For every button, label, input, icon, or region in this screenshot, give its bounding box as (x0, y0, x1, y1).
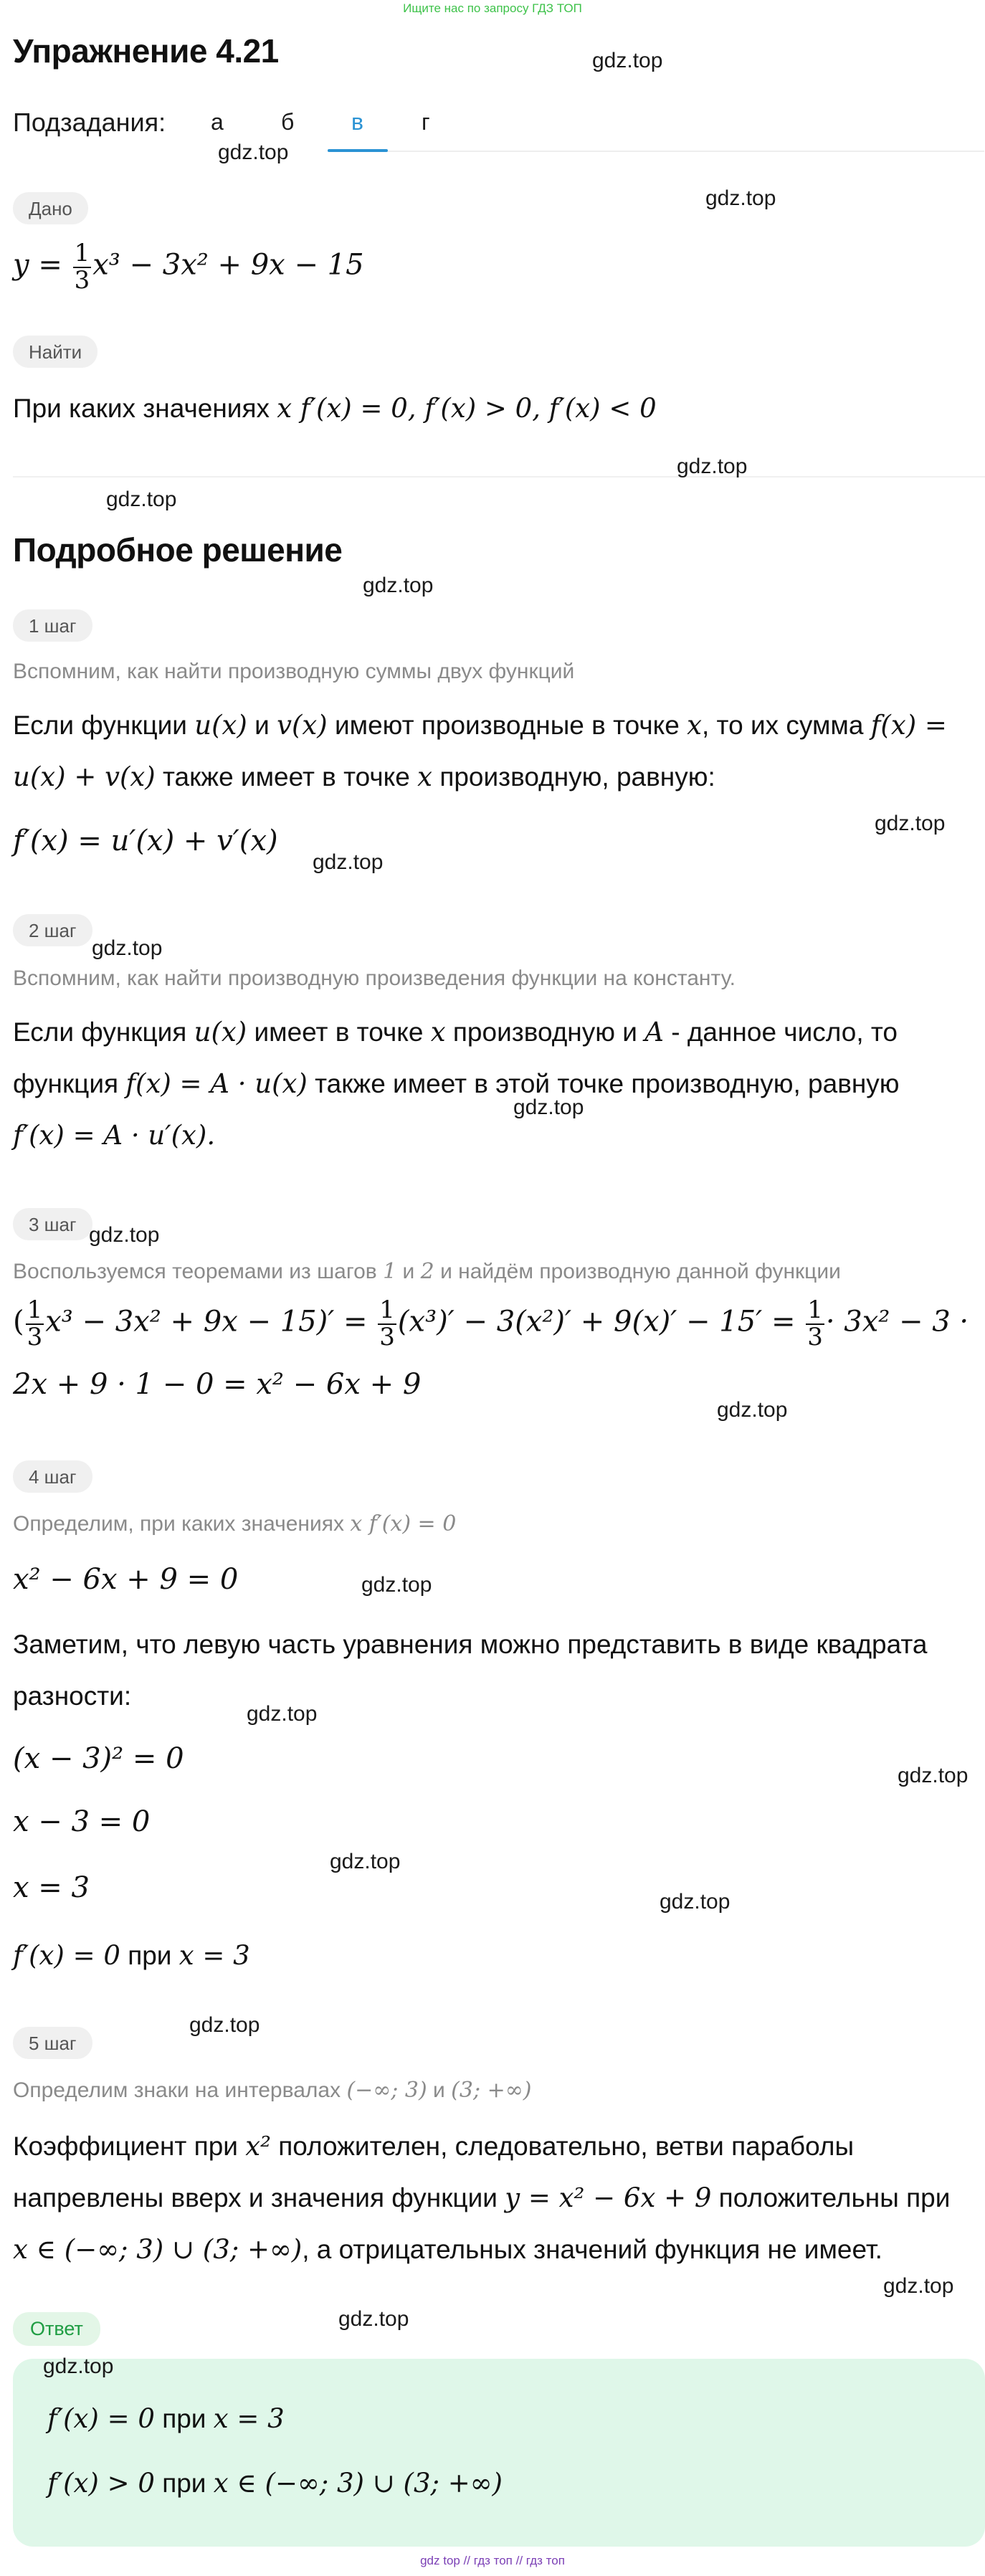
section-divider (13, 476, 985, 477)
answer-line1: f′(x) = 0 при x = 3 (47, 2403, 285, 2434)
watermark: gdz.top (363, 574, 434, 597)
step1-chip: 1 шаг (13, 609, 92, 642)
step5-chip: 5 шаг (13, 2027, 92, 2059)
given-formula: y = $\frac{1}{3}$ x³ − 3x² + 9x − 15 (13, 239, 364, 295)
watermark: gdz.top (106, 488, 177, 511)
active-tab-indicator (328, 149, 388, 152)
answer-line2: f′(x) > 0 при x ∈ (−∞; 3) ∪ (3; +∞) (47, 2468, 503, 2499)
tabs-baseline (328, 151, 984, 152)
tab-b[interactable]: б (281, 109, 295, 135)
subtasks-label: Подзадания: (13, 108, 166, 137)
watermark: gdz.top (677, 455, 748, 478)
watermark: gdz.top (338, 2307, 409, 2331)
step3-chip: 3 шаг (13, 1208, 92, 1240)
watermark: gdz.top (218, 141, 289, 164)
step4-eq2: (x − 3)² = 0 (13, 1742, 184, 1775)
watermark: gdz.top (883, 2274, 954, 2298)
step4-eq3: x − 3 = 0 (13, 1805, 151, 1838)
step4-chip: 4 шаг (13, 1460, 92, 1493)
watermark: gdz.top (513, 1095, 584, 1119)
step2-text: Если функция u(x) имеет в точке x производную и A - данное число, то функция f(x) = A · u(x) также имеет в этой точке производную, равную f′(x) = A · u′(x). (13, 1017, 900, 1151)
step1-hint: Вспомним, как найти производную суммы двух функций (13, 660, 575, 683)
watermark: gdz.top (89, 1223, 160, 1247)
find-chip: Найти (13, 336, 97, 368)
watermark: gdz.top (92, 936, 163, 960)
step4-hint: Определим, при каких значениях x f′(x) = 0 (13, 1511, 457, 1536)
step5-text: Коэффициент при x² положителен, следовательно, ветви параболы напревлены вверх и значения функции y = x² − 6x + 9 положительны при x ∈ (−∞; 3) ∪ (3; +∞), а отрицательных значений функция не имеет. (13, 2131, 951, 2265)
step1-formula: f′(x) = u′(x) + v′(x) (13, 824, 278, 857)
watermark: gdz.top (189, 2013, 260, 2037)
step5-hint: Определим знаки на интервалах (−∞; 3) и (3; +∞) (13, 2078, 532, 2103)
watermark: gdz.top (875, 812, 946, 835)
solution-title: Подробное решение (13, 531, 343, 569)
footer-links[interactable]: gdz top // гдз топ // гдз топ (420, 2554, 565, 2567)
step4-eq1: x² − 6x + 9 = 0 (13, 1563, 239, 1596)
find-text: При каких значениях x f′(x) = 0, f′(x) > 0, f′(x) < 0 (13, 393, 657, 424)
step2-chip: 2 шаг (13, 914, 92, 946)
step2-hint: Вспомним, как найти производную произведения функции на константу. (13, 966, 736, 990)
watermark: gdz.top (592, 49, 663, 72)
tab-v[interactable]: в (351, 109, 363, 135)
watermark: gdz.top (313, 850, 384, 874)
watermark: gdz.top (43, 2354, 114, 2378)
watermark: gdz.top (660, 1890, 731, 1914)
answer-chip: Ответ (13, 2312, 100, 2346)
step3-hint: Воспользуемся теоремами из шагов 1 и 2 и найдём производную данной функции (13, 1259, 841, 1284)
step1-text: Если функции u(x) и v(x) имеют производные в точке x, то их сумма f(x) = u(x) + v(x) также имеет в точке x производную, равную: (13, 710, 947, 792)
watermark: gdz.top (705, 186, 776, 210)
tab-g[interactable]: г (422, 109, 430, 135)
tab-a[interactable]: а (211, 109, 224, 135)
step4-eq4: x = 3 (13, 1871, 90, 1904)
given-chip: Дано (13, 192, 88, 224)
watermark: gdz.top (898, 1764, 969, 1787)
step3-formula-line2: 2x + 9 · 1 − 0 = x² − 6x + 9 (13, 1368, 422, 1401)
step4-note: Заметим, что левую часть уравнения можно представить в виде квадрата разности: (13, 1630, 928, 1711)
watermark: gdz.top (361, 1573, 432, 1597)
watermark: gdz.top (330, 1850, 401, 1873)
top-banner[interactable]: Ищите нас по запросу ГДЗ ТОП (403, 1, 582, 15)
watermark: gdz.top (247, 1702, 318, 1726)
step3-formula-line1: ( $\frac{1}{3}$ x³ − 3x² + 9x − 15)′ = $\frac{1}{3}$ (x³)′ − 3(x²)′ + 9(x)′ − 15′ = $\frac{1}{3}$ · 3x² − 3 · (13, 1296, 969, 1351)
answer-box (13, 2359, 985, 2547)
step4-eq5: f′(x) = 0 при x = 3 (13, 1940, 250, 1971)
page-title: Упражнение 4.21 (13, 32, 279, 70)
watermark: gdz.top (717, 1398, 788, 1422)
